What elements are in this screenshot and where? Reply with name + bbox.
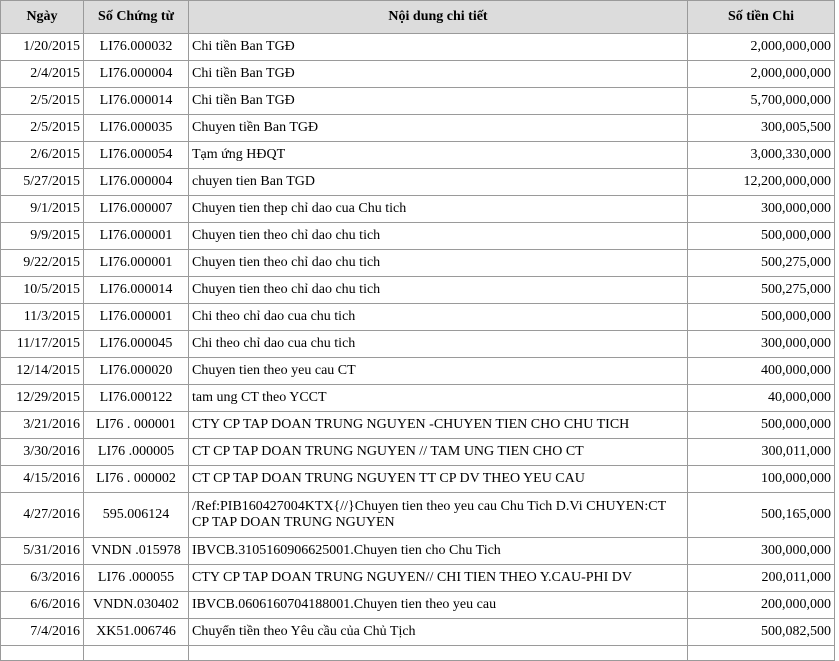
cell-description: CT CP TAP DOAN TRUNG NGUYEN // TAM UNG TIEN CHO CT [189, 439, 688, 466]
table-row [1, 277, 835, 304]
cell-date: 2/5/2015 [1, 88, 84, 115]
cell-doc-number: XK51.006746 [84, 619, 189, 646]
cell-description: CTY CP TAP DOAN TRUNG NGUYEN// CHI TIEN THEO Y.CAU-PHI DV [189, 565, 688, 592]
cell-amount: 5,700,000,000 [688, 88, 835, 115]
cell-doc-number: LI76 .000055 [84, 565, 189, 592]
cell-description: Chi tiền Ban TGĐ [189, 34, 688, 61]
cell-doc-number: LI76.000032 [84, 34, 189, 61]
cell-description: Chuyen tien thep chỉ dao cua Chu tich [189, 196, 688, 223]
cell-amount: 3,000,330,000 [688, 142, 835, 169]
cell-date: 5/27/2015 [1, 169, 84, 196]
cell-date: 10/5/2015 [1, 277, 84, 304]
cell-amount: 300,005,500 [688, 115, 835, 142]
cell-date: 9/22/2015 [1, 250, 84, 277]
cell-amount: 300,000,000 [688, 196, 835, 223]
cell-doc-number: LI76.000014 [84, 88, 189, 115]
header-description: Nội dung chi tiết [189, 1, 688, 34]
table-row [1, 88, 835, 115]
cell-doc-number: LI76 .000005 [84, 439, 189, 466]
cell-description: Tạm ứng HĐQT [189, 142, 688, 169]
cell-description: IBVCB.3105160906625001.Chuyen tien cho Chu Tich [189, 538, 688, 565]
header-doc-number: Số Chứng từ [84, 1, 189, 34]
cell-description: Chi tiền Ban TGĐ [189, 61, 688, 88]
cell-doc-number: VNDN .015978 [84, 538, 189, 565]
cell-doc-number: LI76 . 000001 [84, 412, 189, 439]
header-date: Ngày [1, 1, 84, 34]
table-row [1, 196, 835, 223]
cell-date: 1/20/2015 [1, 34, 84, 61]
table-row [1, 115, 835, 142]
cell-description: CTY CP TAP DOAN TRUNG NGUYEN -CHUYEN TIEN CHO CHU TICH [189, 412, 688, 439]
cell-doc-number: 595.006124 [84, 493, 189, 538]
cell-date: 3/30/2016 [1, 439, 84, 466]
cell-date: 12/14/2015 [1, 358, 84, 385]
cell-date: 3/21/2016 [1, 412, 84, 439]
cell-date: 2/5/2015 [1, 115, 84, 142]
table-row-partial [1, 646, 835, 661]
cell-amount: 300,000,000 [688, 331, 835, 358]
cell-empty [189, 646, 688, 661]
cell-amount: 500,000,000 [688, 412, 835, 439]
cell-doc-number: LI76.000045 [84, 331, 189, 358]
table-row [1, 358, 835, 385]
table-row [1, 538, 835, 565]
cell-description: Chuyển tiền theo Yêu cầu của Chủ Tịch [189, 619, 688, 646]
cell-amount: 500,082,500 [688, 619, 835, 646]
cell-empty [688, 646, 835, 661]
cell-amount: 200,000,000 [688, 592, 835, 619]
cell-description: chuyen tien Ban TGD [189, 169, 688, 196]
cell-amount: 2,000,000,000 [688, 61, 835, 88]
header-row [1, 1, 835, 34]
table-row [1, 439, 835, 466]
cell-doc-number: LI76.000004 [84, 61, 189, 88]
cell-description: Chi theo chỉ dao cua chu tich [189, 304, 688, 331]
table-body [1, 34, 835, 661]
cell-amount: 200,011,000 [688, 565, 835, 592]
cell-doc-number: LI76.000054 [84, 142, 189, 169]
cell-description: Chuyen tiền Ban TGĐ [189, 115, 688, 142]
cell-doc-number: LI76.000035 [84, 115, 189, 142]
cell-date: 4/15/2016 [1, 466, 84, 493]
table-row [1, 223, 835, 250]
cell-doc-number: LI76.000122 [84, 385, 189, 412]
header-amount: Số tiền Chi [688, 1, 835, 34]
table-row [1, 385, 835, 412]
table-row [1, 493, 835, 538]
cell-date: 6/6/2016 [1, 592, 84, 619]
cell-doc-number: LI76.000020 [84, 358, 189, 385]
cell-description: Chuyen tien theo chỉ dao chu tich [189, 223, 688, 250]
cell-date: 6/3/2016 [1, 565, 84, 592]
cell-description: Chuyen tien theo chỉ dao chu tich [189, 277, 688, 304]
cell-description: /Ref:PIB160427004KTX{//}Chuyen tien theo yeu cau Chu Tich D.Vi CHUYEN:CT CP TAP DOAN TRUNG NGUYEN [189, 493, 688, 538]
cell-doc-number: LI76.000001 [84, 250, 189, 277]
cell-amount: 300,011,000 [688, 439, 835, 466]
cell-amount: 12,200,000,000 [688, 169, 835, 196]
table-row [1, 250, 835, 277]
table-row [1, 142, 835, 169]
cell-doc-number: LI76.000004 [84, 169, 189, 196]
cell-description: CT CP TAP DOAN TRUNG NGUYEN TT CP DV THEO YEU CAU [189, 466, 688, 493]
cell-doc-number: LI76.000014 [84, 277, 189, 304]
table-row [1, 304, 835, 331]
table-row [1, 331, 835, 358]
cell-date: 11/3/2015 [1, 304, 84, 331]
cell-description: Chi theo chỉ dao cua chu tich [189, 331, 688, 358]
cell-amount: 400,000,000 [688, 358, 835, 385]
cell-date: 12/29/2015 [1, 385, 84, 412]
cell-amount: 2,000,000,000 [688, 34, 835, 61]
cell-description: tam ung CT theo YCCT [189, 385, 688, 412]
cell-date: 11/17/2015 [1, 331, 84, 358]
cell-description: Chuyen tien theo chỉ dao chu tich [189, 250, 688, 277]
cell-date: 2/4/2015 [1, 61, 84, 88]
table-row [1, 466, 835, 493]
cell-date: 9/9/2015 [1, 223, 84, 250]
cell-amount: 500,000,000 [688, 304, 835, 331]
table-row [1, 412, 835, 439]
cell-doc-number: VNDN.030402 [84, 592, 189, 619]
table-row [1, 169, 835, 196]
cell-description: Chuyen tien theo yeu cau CT [189, 358, 688, 385]
table-row [1, 61, 835, 88]
cell-amount: 100,000,000 [688, 466, 835, 493]
cell-amount: 300,000,000 [688, 538, 835, 565]
cell-empty [1, 646, 84, 661]
cell-doc-number: LI76.000001 [84, 223, 189, 250]
cell-doc-number: LI76 . 000002 [84, 466, 189, 493]
cell-amount: 500,000,000 [688, 223, 835, 250]
cell-date: 2/6/2015 [1, 142, 84, 169]
cell-date: 5/31/2016 [1, 538, 84, 565]
cell-amount: 500,275,000 [688, 250, 835, 277]
cell-description: IBVCB.0606160704188001.Chuyen tien theo yeu cau [189, 592, 688, 619]
cell-amount: 40,000,000 [688, 385, 835, 412]
cell-amount: 500,275,000 [688, 277, 835, 304]
cell-empty [84, 646, 189, 661]
cell-doc-number: LI76.000007 [84, 196, 189, 223]
table-row [1, 34, 835, 61]
cell-amount: 500,165,000 [688, 493, 835, 538]
cell-date: 7/4/2016 [1, 619, 84, 646]
cell-date: 4/27/2016 [1, 493, 84, 538]
cell-doc-number: LI76.000001 [84, 304, 189, 331]
cell-date: 9/1/2015 [1, 196, 84, 223]
table-row [1, 565, 835, 592]
cell-description: Chi tiền Ban TGĐ [189, 88, 688, 115]
table-row [1, 619, 835, 646]
table-row [1, 592, 835, 619]
